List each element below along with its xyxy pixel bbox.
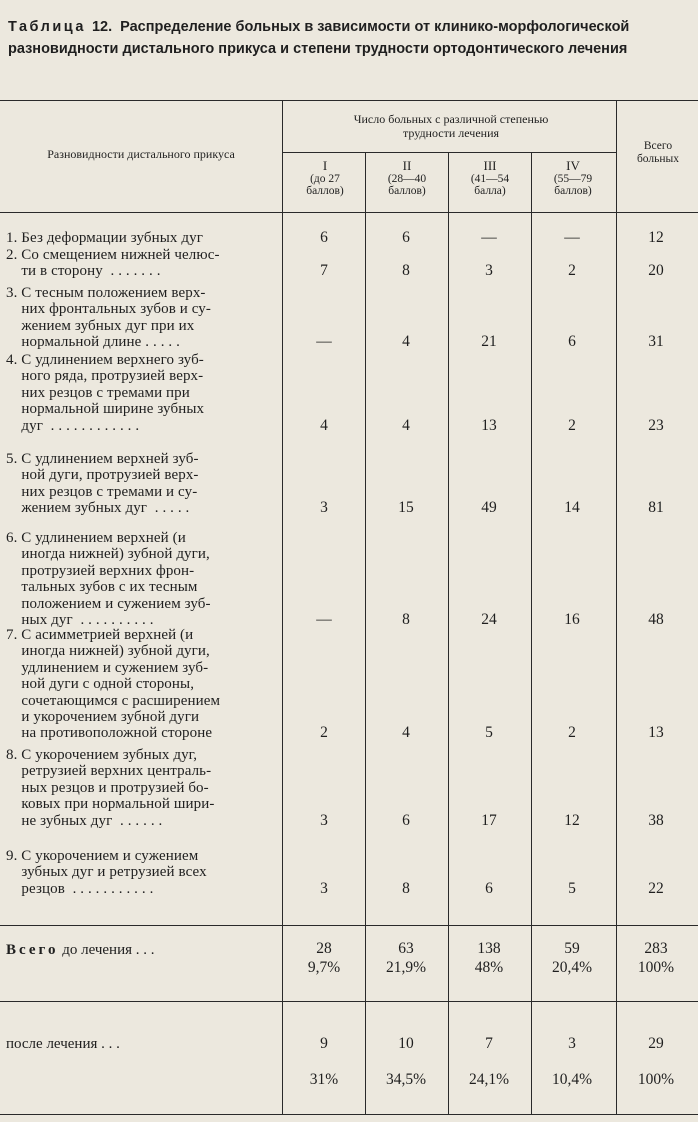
row-total-cell: 81 [648, 499, 664, 517]
col-2-range: (28—40 [387, 172, 427, 185]
total-percent-cell: 24,1% [468, 1071, 510, 1088]
row-label-line: жением зубных дуг . . . . . [6, 500, 190, 517]
col-4-unit: баллов) [554, 185, 592, 197]
row-value-cell: 2 [320, 724, 328, 742]
row-label-line: них фронтальных зубов и су- [6, 301, 211, 318]
row-label-line: 4. С удлинением верхнего зуб- [6, 352, 204, 368]
row-value-cell: — [564, 229, 580, 246]
row-label-line: удлинением и сужением зуб- [6, 659, 209, 676]
totals-rule [0, 1001, 698, 1002]
totals-before-label [6, 942, 155, 959]
row-label-line: ной дуги с одной стороны, [6, 676, 195, 693]
row-label-line: тальных зубов с их тесным [6, 579, 198, 596]
table-caption [8, 16, 696, 60]
row-value-cell: 8 [402, 262, 410, 280]
row-label [6, 627, 274, 742]
totals-after-label: после лечения . . . [6, 1036, 120, 1052]
row-label-line: 3. С тесным положением верх- [6, 285, 206, 301]
col-4-roman: IV [566, 158, 580, 173]
row-label-line: 1. Без деформации зубных дуг [6, 230, 203, 246]
total-count-cell: 29 [648, 1035, 664, 1052]
row-value-cell: 15 [398, 499, 414, 517]
total-percent-cell: 48% [474, 959, 504, 976]
row-label-line: дуг . . . . . . . . . . . . [6, 417, 140, 434]
total-percent-cell: 100% [637, 1071, 675, 1088]
row-label-line: не зубных дуг . . . . . . [6, 812, 163, 829]
total-count-cell: 59 [564, 940, 580, 957]
col-1-unit: баллов) [306, 185, 344, 197]
row-value-cell: 3 [320, 879, 328, 897]
total-count-cell: 283 [644, 940, 668, 957]
header-group-line2: трудности лечения [402, 126, 500, 140]
column-rule-left [282, 100, 283, 1114]
row-label-line: и укорочением зубной дуги [6, 709, 200, 726]
header-group [286, 112, 616, 140]
row-value-cell: 5 [568, 879, 576, 897]
row-label-line: ных резцов и протрузией бо- [6, 779, 209, 796]
row-value-cell: 6 [320, 229, 328, 246]
col-1-range: (до 27 [310, 172, 340, 185]
caption-text: Распределение больных в зависимости от клинико-морфологической разновидности дистального прикуса и степени трудности ортодонтического лечения [8, 19, 630, 57]
total-count-cell: 7 [485, 1035, 493, 1052]
row-value-cell: — [481, 229, 497, 246]
header-col-2 [366, 160, 448, 198]
total-percent-cell: 9,7% [307, 959, 341, 976]
row-label-line: 2. Со смещением нижней челюс- [6, 247, 220, 263]
row-value-cell: 2 [568, 416, 576, 434]
row-value-cell: — [316, 611, 332, 628]
row-label-line: ти в сторону . . . . . . . [6, 263, 161, 280]
col-2-roman: II [402, 158, 412, 173]
row-label-line: 7. С асимметрией верхней (и [6, 627, 194, 643]
col-2-unit: баллов) [388, 185, 426, 197]
row-label-line: положением и сужением зуб- [6, 595, 211, 612]
row-label [6, 285, 274, 351]
row-value-cell: — [316, 333, 332, 351]
header-col-3 [449, 160, 531, 198]
row-total-cell: 23 [648, 416, 664, 434]
row-value-cell: 3 [320, 499, 328, 517]
group-header-rule [282, 152, 616, 153]
row-label-line: нормальной ширине зубных [6, 401, 205, 418]
row-value-cell: 3 [320, 811, 328, 829]
row-value-cell: 49 [481, 499, 497, 517]
col-4-range: (55—79 [553, 172, 593, 185]
col-3-unit: балла) [474, 185, 506, 197]
row-total-cell: 38 [648, 811, 664, 829]
total-count-cell: 9 [320, 1035, 328, 1052]
totals-before-label-rest: до лечения . . . [62, 942, 155, 958]
col-3-roman: III [483, 158, 497, 173]
total-percent-cell: 10,4% [551, 1071, 593, 1088]
total-count-cell: 63 [398, 940, 414, 957]
row-label [6, 352, 274, 434]
row-label-line: на противоположной стороне [6, 725, 213, 742]
header-variety: Разновидности дистального прикуса [47, 147, 235, 161]
col-3-range: (41—54 [470, 172, 510, 185]
total-percent-cell: 31% [309, 1071, 339, 1088]
row-value-cell: 4 [320, 416, 328, 434]
row-label-line: иногда нижней) зубной дуги, [6, 643, 210, 660]
header-bottom-rule [0, 212, 698, 213]
total-percent-cell: 34,5% [385, 1071, 427, 1088]
row-label-line: ной дуги, протрузией верх- [6, 467, 199, 484]
row-label-line: сочетающимся с расширением [6, 692, 221, 709]
row-total-cell: 20 [648, 262, 664, 280]
row-value-cell: 7 [320, 262, 328, 280]
header-col-4 [532, 160, 614, 198]
row-value-cell: 14 [564, 499, 580, 517]
row-label-line: 6. С удлинением верхней (и [6, 530, 186, 546]
row-total-cell: 48 [648, 611, 664, 628]
row-label [6, 530, 274, 628]
table-bottom-rule [0, 1114, 698, 1115]
row-value-cell: 12 [564, 811, 580, 829]
row-label-line: них резцов с тремами при [6, 384, 190, 401]
total-percent-cell: 100% [637, 959, 675, 976]
row-label [6, 230, 274, 246]
row-value-cell: 24 [481, 611, 497, 628]
header-total-line2: больных [636, 153, 680, 165]
row-label [6, 451, 274, 517]
row-label-line: 5. С удлинением верхней зуб- [6, 451, 199, 467]
row-label [6, 247, 274, 280]
row-value-cell: 3 [485, 262, 493, 280]
table-top-rule [0, 100, 698, 101]
row-value-cell: 6 [402, 229, 410, 246]
row-label-line: 8. С укорочением зубных дуг, [6, 747, 198, 763]
row-label-line: ных дуг . . . . . . . . . . [6, 612, 154, 629]
header-total-line1: Всего [643, 140, 673, 152]
col-1-roman: I [322, 158, 328, 173]
header-total [618, 140, 698, 166]
row-total-cell: 12 [648, 229, 664, 246]
total-percent-cell: 21,9% [385, 959, 427, 976]
row-value-cell: 6 [568, 333, 576, 351]
row-value-cell: 13 [481, 416, 497, 434]
row-value-cell: 16 [564, 611, 580, 628]
total-count-cell: 10 [398, 1035, 414, 1052]
row-value-cell: 6 [485, 879, 493, 897]
row-value-cell: 2 [568, 724, 576, 742]
total-count-cell: 28 [316, 940, 332, 957]
row-label-line: нормальной длине . . . . . [6, 334, 180, 351]
row-value-cell: 21 [481, 333, 497, 351]
row-value-cell: 6 [402, 811, 410, 829]
row-label-line: протрузией верхних фрон- [6, 562, 195, 579]
row-label-line: ного ряда, протрузией верх- [6, 368, 204, 385]
row-value-cell: 4 [402, 416, 410, 434]
row-total-cell: 22 [648, 879, 664, 897]
row-total-cell: 13 [648, 724, 664, 742]
row-label-line: иногда нижней) зубной дуги, [6, 546, 210, 563]
row-label [6, 747, 274, 829]
row-label-line: них резцов с тремами и су- [6, 483, 198, 500]
caption-number: 12. [91, 19, 113, 35]
totals-before-label-word: Всего [6, 942, 59, 958]
header-col-1 [284, 160, 366, 198]
body-bottom-rule [0, 925, 698, 926]
row-label-line: ковых при нормальной шири- [6, 796, 215, 813]
total-count-cell: 138 [477, 940, 501, 957]
row-value-cell: 4 [402, 333, 410, 351]
row-value-cell: 8 [402, 879, 410, 897]
row-value-cell: 2 [568, 262, 576, 280]
row-value-cell: 4 [402, 724, 410, 742]
header-group-line1: Число больных с различной степенью [353, 112, 549, 126]
row-label [6, 848, 274, 897]
total-percent-cell: 20,4% [551, 959, 593, 976]
row-label-line: 9. С укорочением и сужением [6, 848, 199, 864]
row-label-line: жением зубных дуг при их [6, 317, 195, 334]
row-total-cell: 31 [648, 333, 664, 351]
total-count-cell: 3 [568, 1035, 576, 1052]
row-value-cell: 8 [402, 611, 410, 628]
row-value-cell: 5 [485, 724, 493, 742]
row-label-line: резцов . . . . . . . . . . . [6, 880, 154, 897]
row-value-cell: 17 [481, 811, 497, 829]
caption-label: Таблица [8, 19, 86, 35]
row-label-line: зубных дуг и ретрузией всех [6, 864, 207, 881]
row-label-line: ретрузией верхних централь- [6, 763, 212, 780]
